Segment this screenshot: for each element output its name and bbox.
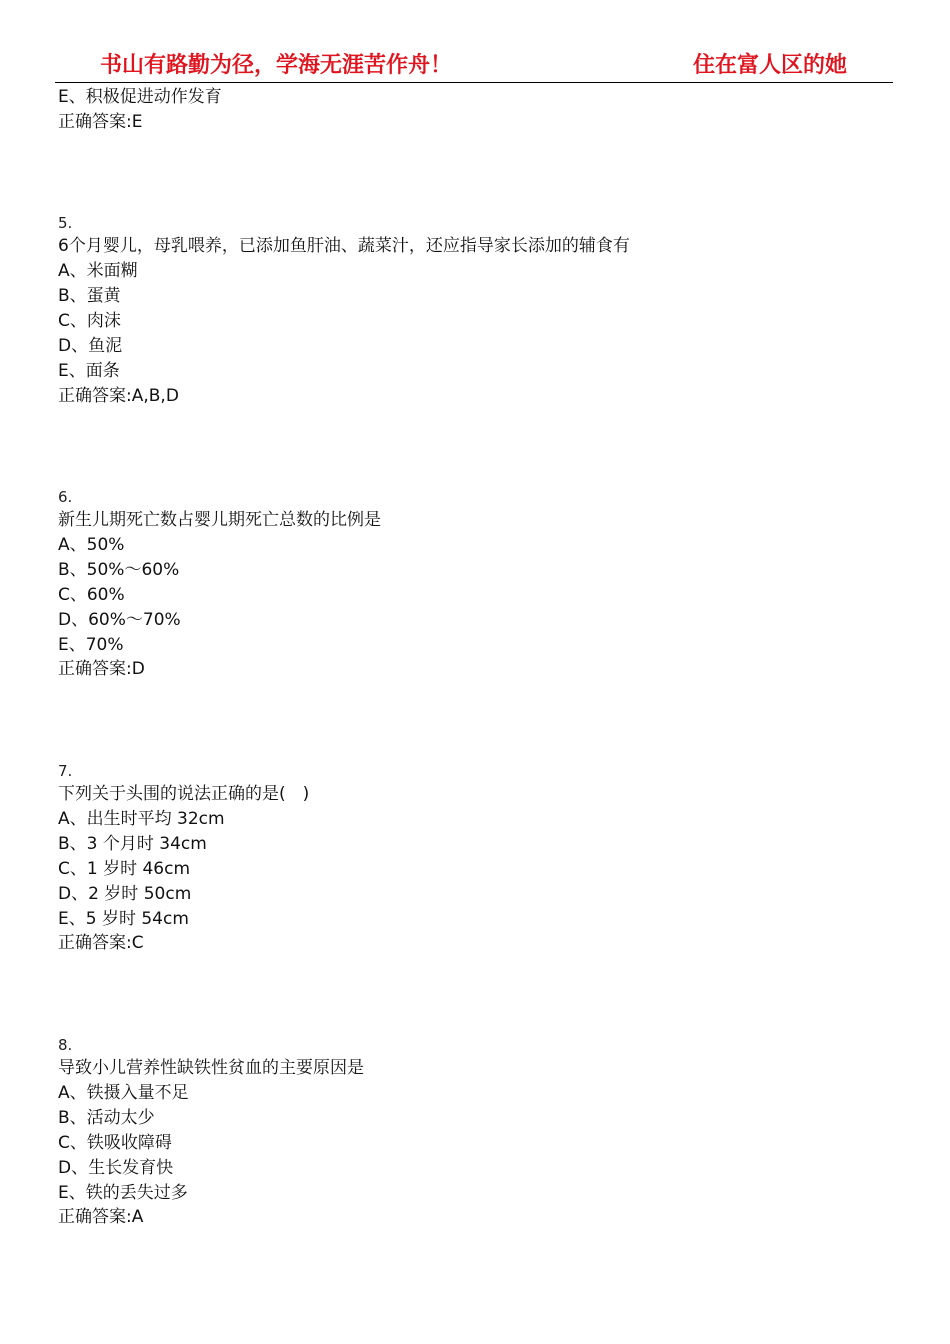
option-d: D、生长发育快 [58,1158,174,1178]
option-a: A、50% [58,535,125,555]
option-c: C、铁吸收障碍 [58,1133,172,1153]
prev-question-option-e: E、积极促进动作发育 [58,87,222,107]
option-a: A、铁摄入量不足 [58,1083,189,1103]
option-d: D、鱼泥 [58,336,123,356]
option-c: C、1 岁时 46cm [58,859,191,879]
option-e: E、面条 [58,361,120,381]
question-stem: 6个月婴儿，母乳喂养，已添加鱼肝油、蔬菜汁，还应指导家长添加的辅食有 [58,236,630,256]
option-e: E、铁的丢失过多 [58,1183,188,1203]
option-c: C、60% [58,585,125,605]
header-author: 住在富人区的她 [693,52,848,78]
option-b: B、活动太少 [58,1108,155,1128]
answer: 正确答案:A [58,1207,144,1227]
option-b: B、蛋黄 [58,286,121,306]
option-a: A、米面糊 [58,261,138,281]
question-number: 5. [58,214,73,232]
option-d: D、60%～70% [58,610,181,630]
option-d: D、2 岁时 50cm [58,884,192,904]
header-motto: 书山有路勤为径，学海无涯苦作舟！ [100,52,453,78]
option-e: E、70% [58,635,124,655]
question-number: 8. [58,1036,73,1054]
answer: 正确答案:D [58,659,145,679]
answer: 正确答案:C [58,933,144,953]
option-c: C、肉沫 [58,311,121,331]
option-e: E、5 岁时 54cm [58,909,189,929]
question-stem: 下列关于头围的说法正确的是( ) [58,784,310,804]
question-stem: 导致小儿营养性缺铁性贫血的主要原因是 [58,1058,364,1078]
question-number: 7. [58,762,73,780]
option-a: A、出生时平均 32cm [58,809,225,829]
header-divider [55,82,893,83]
question-number: 6. [58,488,73,506]
option-b: B、3 个月时 34cm [58,834,207,854]
answer: 正确答案:A,B,D [58,386,179,406]
option-b: B、50%～60% [58,560,180,580]
question-stem: 新生儿期死亡数占婴儿期死亡总数的比例是 [58,510,381,530]
prev-question-answer: 正确答案:E [58,112,143,132]
